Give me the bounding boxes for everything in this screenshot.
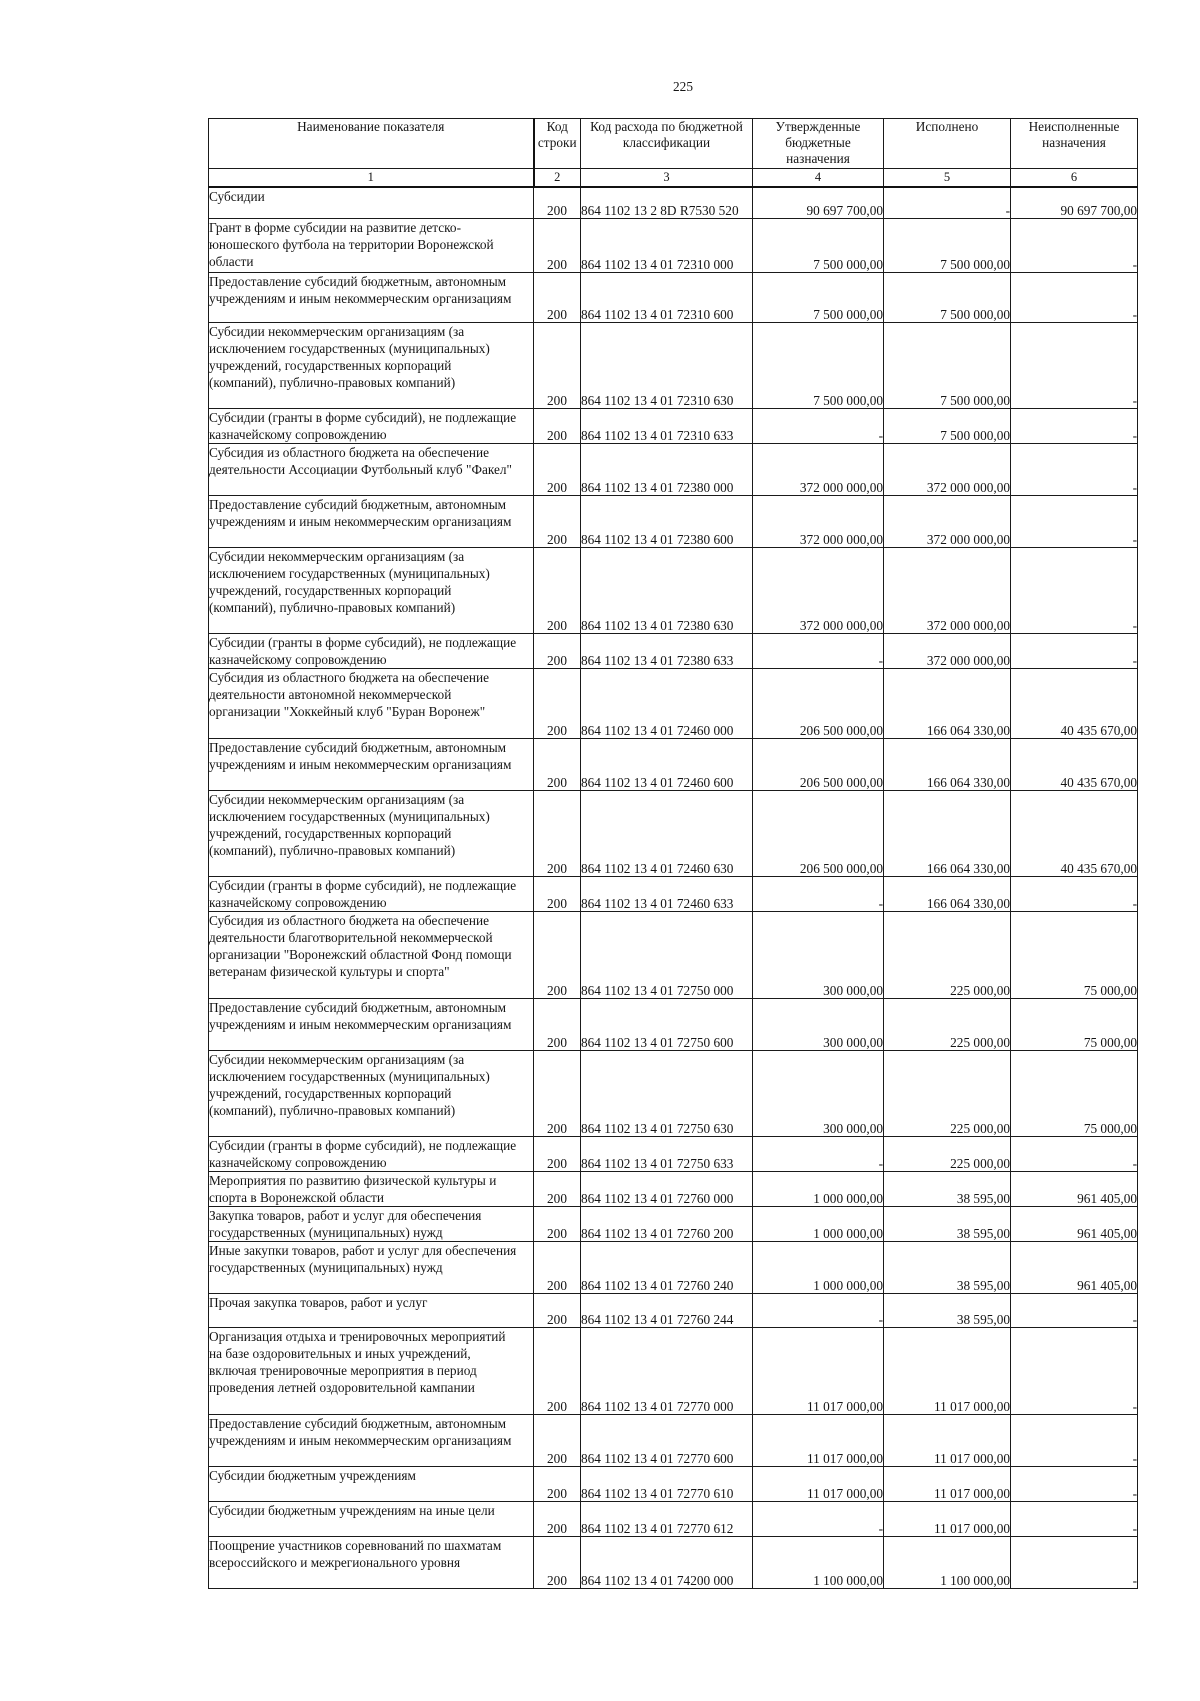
budget-code-cell: 864 1102 13 4 01 72760 200 (581, 1207, 753, 1242)
budget-code-cell: 864 1102 13 4 01 72750 000 (581, 912, 753, 999)
line-code-cell: 200 (534, 548, 581, 634)
table-row (209, 1242, 1138, 1294)
line-code-cell: 200 (534, 444, 581, 496)
table-row (209, 1294, 1138, 1328)
column-number: 4 (753, 169, 884, 187)
table-row (209, 323, 1138, 409)
budget-code-cell: 864 1102 13 4 01 72380 630 (581, 548, 753, 634)
budget-code-cell: 864 1102 13 4 01 72750 633 (581, 1137, 753, 1172)
executed-amount-cell: 7 500 000,00 (884, 219, 1011, 273)
column-number-row (209, 169, 1138, 187)
unexecuted-amount-cell: - (1011, 444, 1138, 496)
indicator-name-cell: Субсидия из областного бюджета на обеспечение деятельности автономной некоммерческой организации "Хоккейный клуб "Буран Воронеж" (209, 669, 534, 739)
approved-amount-cell: - (753, 1294, 884, 1328)
indicator-name-cell: Субсидии (гранты в форме субсидий), не подлежащие казначейскому сопровождению (209, 634, 534, 669)
budget-code-cell: 864 1102 13 4 01 72750 600 (581, 999, 753, 1051)
unexecuted-amount-cell: - (1011, 323, 1138, 409)
table-row (209, 1537, 1138, 1589)
line-code-cell: 200 (534, 1502, 581, 1537)
indicator-name-cell: Предоставление субсидий бюджетным, автономным учреждениям и иным некоммерческим организациям (209, 739, 534, 791)
unexecuted-amount-cell: - (1011, 1537, 1138, 1589)
budget-execution-table (208, 118, 1138, 1589)
line-code-cell: 200 (534, 999, 581, 1051)
budget-code-cell: 864 1102 13 4 01 72380 633 (581, 634, 753, 669)
indicator-name-cell: Субсидии некоммерческим организациям (за исключением государственных (муниципальных) учреждений, государственных корпораций (компаний), публично-правовых компаний) (209, 323, 534, 409)
table-row (209, 187, 1138, 219)
table-row (209, 548, 1138, 634)
table-row (209, 791, 1138, 877)
executed-amount-cell: 11 017 000,00 (884, 1467, 1011, 1502)
executed-amount-cell: 11 017 000,00 (884, 1415, 1011, 1467)
table-row (209, 496, 1138, 548)
approved-amount-cell: 7 500 000,00 (753, 323, 884, 409)
table-row (209, 669, 1138, 739)
approved-amount-cell: 90 697 700,00 (753, 187, 884, 219)
table-row (209, 444, 1138, 496)
executed-amount-cell: 166 064 330,00 (884, 739, 1011, 791)
approved-amount-cell: - (753, 1502, 884, 1537)
approved-amount-cell: 11 017 000,00 (753, 1328, 884, 1415)
table-header (209, 119, 1138, 187)
approved-amount-cell: 372 000 000,00 (753, 496, 884, 548)
indicator-name-cell: Предоставление субсидий бюджетным, автономным учреждениям и иным некоммерческим организациям (209, 496, 534, 548)
approved-amount-cell: - (753, 634, 884, 669)
budget-code-cell: 864 1102 13 4 01 72310 633 (581, 409, 753, 444)
line-code-cell: 200 (534, 1051, 581, 1137)
header-executed: Исполнено (884, 119, 1011, 169)
executed-amount-cell: 372 000 000,00 (884, 444, 1011, 496)
indicator-name-cell: Организация отдыха и тренировочных мероприятий на базе оздоровительных и иных учреждений, включая тренировочные мероприятия в период проведения летней оздоровительной кампании (209, 1328, 534, 1415)
line-code-cell: 200 (534, 496, 581, 548)
indicator-name-cell: Субсидии (гранты в форме субсидий), не подлежащие казначейскому сопровождению (209, 409, 534, 444)
unexecuted-amount-cell: - (1011, 409, 1138, 444)
indicator-name-cell: Мероприятия по развитию физической культуры и спорта в Воронежской области (209, 1172, 534, 1207)
line-code-cell: 200 (534, 634, 581, 669)
line-code-cell: 200 (534, 219, 581, 273)
indicator-name-cell: Поощрение участников соревнований по шахматам всероссийского и межрегионального уровня (209, 1537, 534, 1589)
budget-code-cell: 864 1102 13 4 01 74200 000 (581, 1537, 753, 1589)
executed-amount-cell: 166 064 330,00 (884, 669, 1011, 739)
unexecuted-amount-cell: - (1011, 496, 1138, 548)
indicator-name-cell: Субсидии некоммерческим организациям (за исключением государственных (муниципальных) учреждений, государственных корпораций (компаний), публично-правовых компаний) (209, 1051, 534, 1137)
budget-code-cell: 864 1102 13 4 01 72380 600 (581, 496, 753, 548)
budget-code-cell: 864 1102 13 4 01 72310 600 (581, 273, 753, 323)
budget-code-cell: 864 1102 13 4 01 72460 630 (581, 791, 753, 877)
line-code-cell: 200 (534, 1537, 581, 1589)
unexecuted-amount-cell: - (1011, 1467, 1138, 1502)
unexecuted-amount-cell: 75 000,00 (1011, 912, 1138, 999)
table-row (209, 1467, 1138, 1502)
line-code-cell: 200 (534, 1294, 581, 1328)
table-row (209, 219, 1138, 273)
header-row (209, 119, 1138, 169)
indicator-name-cell: Предоставление субсидий бюджетным, автономным учреждениям и иным некоммерческим организациям (209, 999, 534, 1051)
indicator-name-cell: Субсидии (гранты в форме субсидий), не подлежащие казначейскому сопровождению (209, 877, 534, 912)
executed-amount-cell: 225 000,00 (884, 1137, 1011, 1172)
unexecuted-amount-cell: - (1011, 1328, 1138, 1415)
indicator-name-cell: Субсидии бюджетным учреждениям (209, 1467, 534, 1502)
approved-amount-cell: 1 000 000,00 (753, 1172, 884, 1207)
budget-code-cell: 864 1102 13 4 01 72750 630 (581, 1051, 753, 1137)
line-code-cell: 200 (534, 409, 581, 444)
executed-amount-cell: 166 064 330,00 (884, 791, 1011, 877)
unexecuted-amount-cell: - (1011, 634, 1138, 669)
unexecuted-amount-cell: - (1011, 877, 1138, 912)
approved-amount-cell: 206 500 000,00 (753, 791, 884, 877)
executed-amount-cell: 166 064 330,00 (884, 877, 1011, 912)
unexecuted-amount-cell: - (1011, 1294, 1138, 1328)
budget-code-cell: 864 1102 13 4 01 72770 000 (581, 1328, 753, 1415)
budget-code-cell: 864 1102 13 4 01 72760 240 (581, 1242, 753, 1294)
approved-amount-cell: 11 017 000,00 (753, 1467, 884, 1502)
indicator-name-cell: Иные закупки товаров, работ и услуг для обеспечения государственных (муниципальных) нужд (209, 1242, 534, 1294)
executed-amount-cell: 38 595,00 (884, 1207, 1011, 1242)
indicator-name-cell: Субсидии (209, 187, 534, 219)
column-number: 2 (534, 169, 581, 187)
executed-amount-cell: 225 000,00 (884, 999, 1011, 1051)
indicator-name-cell: Субсидия из областного бюджета на обеспечение деятельности Ассоциации Футбольный клуб "Факел" (209, 444, 534, 496)
executed-amount-cell: 38 595,00 (884, 1172, 1011, 1207)
table-row (209, 273, 1138, 323)
header-indicator-name: Наименование показателя (209, 119, 534, 169)
approved-amount-cell: 372 000 000,00 (753, 548, 884, 634)
budget-code-cell: 864 1102 13 4 01 72460 000 (581, 669, 753, 739)
executed-amount-cell: 225 000,00 (884, 912, 1011, 999)
unexecuted-amount-cell: 90 697 700,00 (1011, 187, 1138, 219)
line-code-cell: 200 (534, 1467, 581, 1502)
executed-amount-cell: 7 500 000,00 (884, 323, 1011, 409)
column-number: 6 (1011, 169, 1138, 187)
unexecuted-amount-cell: 40 435 670,00 (1011, 739, 1138, 791)
unexecuted-amount-cell: 40 435 670,00 (1011, 791, 1138, 877)
budget-code-cell: 864 1102 13 4 01 72760 000 (581, 1172, 753, 1207)
budget-code-cell: 864 1102 13 4 01 72760 244 (581, 1294, 753, 1328)
executed-amount-cell: 372 000 000,00 (884, 548, 1011, 634)
table-row (209, 739, 1138, 791)
table-row (209, 1051, 1138, 1137)
table-row (209, 912, 1138, 999)
approved-amount-cell: - (753, 409, 884, 444)
approved-amount-cell: 1 000 000,00 (753, 1207, 884, 1242)
column-number: 1 (209, 169, 534, 187)
header-unexecuted: Неисполненные назначения (1011, 119, 1138, 169)
approved-amount-cell: - (753, 877, 884, 912)
indicator-name-cell: Субсидии некоммерческим организациям (за исключением государственных (муниципальных) учреждений, государственных корпораций (компаний), публично-правовых компаний) (209, 791, 534, 877)
unexecuted-amount-cell: - (1011, 548, 1138, 634)
indicator-name-cell: Предоставление субсидий бюджетным, автономным учреждениям и иным некоммерческим организациям (209, 273, 534, 323)
header-budget-code: Код расхода по бюджетной классификации (581, 119, 753, 169)
executed-amount-cell: 11 017 000,00 (884, 1328, 1011, 1415)
unexecuted-amount-cell: - (1011, 273, 1138, 323)
budget-code-cell: 864 1102 13 4 01 72460 600 (581, 739, 753, 791)
indicator-name-cell: Прочая закупка товаров, работ и услуг (209, 1294, 534, 1328)
indicator-name-cell: Субсидия из областного бюджета на обеспечение деятельности благотворительной некоммерческой организации "Воронежский областной Фонд помощи ветеранам физической культуры и спорта" (209, 912, 534, 999)
unexecuted-amount-cell: 75 000,00 (1011, 1051, 1138, 1137)
line-code-cell: 200 (534, 1242, 581, 1294)
unexecuted-amount-cell: - (1011, 1502, 1138, 1537)
executed-amount-cell: 38 595,00 (884, 1242, 1011, 1294)
approved-amount-cell: 300 000,00 (753, 912, 884, 999)
line-code-cell: 200 (534, 669, 581, 739)
budget-code-cell: 864 1102 13 4 01 72380 000 (581, 444, 753, 496)
budget-code-cell: 864 1102 13 4 01 72770 610 (581, 1467, 753, 1502)
line-code-cell: 200 (534, 1172, 581, 1207)
line-code-cell: 200 (534, 877, 581, 912)
budget-code-cell: 864 1102 13 4 01 72310 000 (581, 219, 753, 273)
column-number: 5 (884, 169, 1011, 187)
line-code-cell: 200 (534, 1415, 581, 1467)
table-row (209, 999, 1138, 1051)
table-row (209, 1328, 1138, 1415)
unexecuted-amount-cell: - (1011, 1137, 1138, 1172)
executed-amount-cell: 372 000 000,00 (884, 496, 1011, 548)
approved-amount-cell: 300 000,00 (753, 999, 884, 1051)
approved-amount-cell: 372 000 000,00 (753, 444, 884, 496)
table-row (209, 877, 1138, 912)
header-line-code: Код строки (534, 119, 581, 169)
table-row (209, 1502, 1138, 1537)
line-code-cell: 200 (534, 1207, 581, 1242)
unexecuted-amount-cell: 75 000,00 (1011, 999, 1138, 1051)
approved-amount-cell: 206 500 000,00 (753, 669, 884, 739)
table-row (209, 634, 1138, 669)
line-code-cell: 200 (534, 791, 581, 877)
table-body (209, 187, 1138, 1589)
approved-amount-cell: 7 500 000,00 (753, 273, 884, 323)
table-row (209, 409, 1138, 444)
approved-amount-cell: 7 500 000,00 (753, 219, 884, 273)
indicator-name-cell: Предоставление субсидий бюджетным, автономным учреждениям и иным некоммерческим организациям (209, 1415, 534, 1467)
budget-code-cell: 864 1102 13 4 01 72310 630 (581, 323, 753, 409)
executed-amount-cell: 7 500 000,00 (884, 273, 1011, 323)
unexecuted-amount-cell: 961 405,00 (1011, 1207, 1138, 1242)
line-code-cell: 200 (534, 912, 581, 999)
table-row (209, 1207, 1138, 1242)
budget-code-cell: 864 1102 13 4 01 72770 600 (581, 1415, 753, 1467)
executed-amount-cell: 7 500 000,00 (884, 409, 1011, 444)
column-number: 3 (581, 169, 753, 187)
approved-amount-cell: 1 000 000,00 (753, 1242, 884, 1294)
line-code-cell: 200 (534, 187, 581, 219)
executed-amount-cell: - (884, 187, 1011, 219)
unexecuted-amount-cell: 40 435 670,00 (1011, 669, 1138, 739)
unexecuted-amount-cell: 961 405,00 (1011, 1172, 1138, 1207)
unexecuted-amount-cell: 961 405,00 (1011, 1242, 1138, 1294)
executed-amount-cell: 11 017 000,00 (884, 1502, 1011, 1537)
line-code-cell: 200 (534, 739, 581, 791)
executed-amount-cell: 1 100 000,00 (884, 1537, 1011, 1589)
page-number: 225 (673, 79, 693, 94)
unexecuted-amount-cell: - (1011, 219, 1138, 273)
approved-amount-cell: 11 017 000,00 (753, 1415, 884, 1467)
line-code-cell: 200 (534, 1328, 581, 1415)
indicator-name-cell: Закупка товаров, работ и услуг для обеспечения государственных (муниципальных) нужд (209, 1207, 534, 1242)
approved-amount-cell: 300 000,00 (753, 1051, 884, 1137)
table-row (209, 1172, 1138, 1207)
executed-amount-cell: 372 000 000,00 (884, 634, 1011, 669)
line-code-cell: 200 (534, 1137, 581, 1172)
executed-amount-cell: 225 000,00 (884, 1051, 1011, 1137)
indicator-name-cell: Субсидии некоммерческим организациям (за исключением государственных (муниципальных) учреждений, государственных корпораций (компаний), публично-правовых компаний) (209, 548, 534, 634)
budget-code-cell: 864 1102 13 4 01 72770 612 (581, 1502, 753, 1537)
unexecuted-amount-cell: - (1011, 1415, 1138, 1467)
header-approved: Утвержденные бюджетные назначения (753, 119, 884, 169)
approved-amount-cell: 206 500 000,00 (753, 739, 884, 791)
table-row (209, 1137, 1138, 1172)
table-row (209, 1415, 1138, 1467)
line-code-cell: 200 (534, 323, 581, 409)
indicator-name-cell: Грант в форме субсидии на развитие детско- юношеского футбола на территории Воронежской области (209, 219, 534, 273)
executed-amount-cell: 38 595,00 (884, 1294, 1011, 1328)
indicator-name-cell: Субсидии (гранты в форме субсидий), не подлежащие казначейскому сопровождению (209, 1137, 534, 1172)
budget-code-cell: 864 1102 13 4 01 72460 633 (581, 877, 753, 912)
approved-amount-cell: 1 100 000,00 (753, 1537, 884, 1589)
budget-code-cell: 864 1102 13 2 8D R7530 520 (581, 187, 753, 219)
line-code-cell: 200 (534, 273, 581, 323)
indicator-name-cell: Субсидии бюджетным учреждениям на иные цели (209, 1502, 534, 1537)
approved-amount-cell: - (753, 1137, 884, 1172)
